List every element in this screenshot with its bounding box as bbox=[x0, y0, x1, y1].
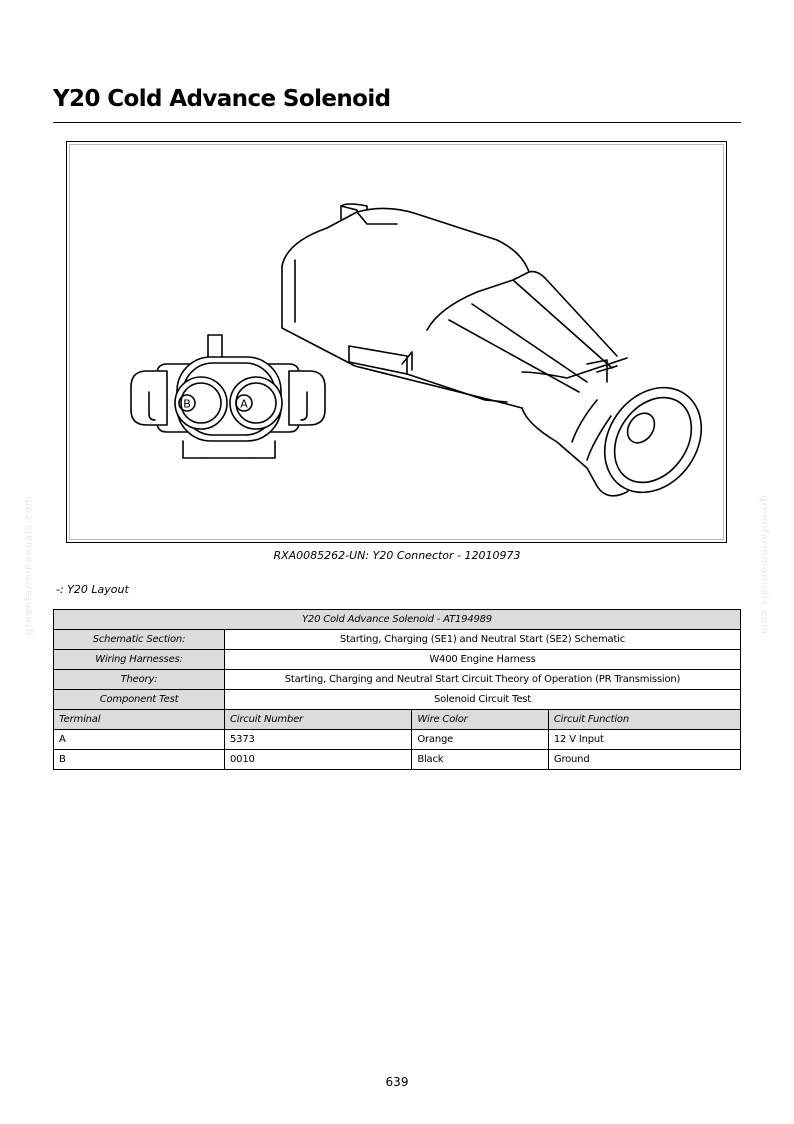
info-label: Wiring Harnesses: bbox=[54, 650, 225, 670]
title-divider bbox=[53, 122, 741, 123]
table-cell: A bbox=[54, 730, 225, 750]
column-header: Circuit Function bbox=[548, 710, 740, 730]
table-cell: Ground bbox=[548, 750, 740, 770]
page-number: 639 bbox=[385, 1075, 409, 1089]
connector-perspective-view bbox=[282, 204, 721, 511]
info-value: Starting, Charging (SE1) and Neutral Start (SE2) Schematic bbox=[225, 630, 741, 650]
connector-drawing bbox=[67, 142, 726, 542]
column-header-row bbox=[54, 710, 741, 730]
column-header: Wire Color bbox=[412, 710, 549, 730]
table-title: Y20 Cold Advance Solenoid - AT194989 bbox=[54, 610, 741, 630]
table-cell: Orange bbox=[412, 730, 549, 750]
info-row-theory bbox=[54, 670, 741, 690]
table-row bbox=[54, 750, 741, 770]
info-value: W400 Engine Harness bbox=[225, 650, 741, 670]
figure-caption: RXA0085262-UN: Y20 Connector - 12010973 bbox=[273, 549, 521, 562]
table-cell: 5373 bbox=[225, 730, 412, 750]
table-cell: 0010 bbox=[225, 750, 412, 770]
terminal-b-label: B bbox=[183, 397, 191, 411]
info-label: Component Test bbox=[54, 690, 225, 710]
info-value: Starting, Charging and Neutral Start Circuit Theory of Operation (PR Transmission) bbox=[225, 670, 741, 690]
connector-front-view bbox=[131, 335, 325, 458]
info-row-harness bbox=[54, 650, 741, 670]
connector-figure bbox=[66, 141, 727, 543]
column-header: Circuit Number bbox=[225, 710, 412, 730]
terminal-a-label: A bbox=[240, 397, 248, 411]
table-row bbox=[54, 730, 741, 750]
info-row-component-test bbox=[54, 690, 741, 710]
watermark-right: greenfarmmanuals.com bbox=[758, 495, 770, 635]
info-row-schematic bbox=[54, 630, 741, 650]
info-value: Solenoid Circuit Test bbox=[225, 690, 741, 710]
table-cell: Black bbox=[412, 750, 549, 770]
table-cell: 12 V Input bbox=[548, 730, 740, 750]
connector-info-table bbox=[53, 609, 741, 770]
table-cell: B bbox=[54, 750, 225, 770]
column-header: Terminal bbox=[54, 710, 225, 730]
info-label: Schematic Section: bbox=[54, 630, 225, 650]
page-title: Y20 Cold Advance Solenoid bbox=[53, 86, 391, 112]
watermark-left: greenfarmmanuals.com bbox=[23, 495, 35, 635]
layout-label: -: Y20 Layout bbox=[56, 583, 129, 596]
info-label: Theory: bbox=[54, 670, 225, 690]
table-header-row bbox=[54, 610, 741, 630]
